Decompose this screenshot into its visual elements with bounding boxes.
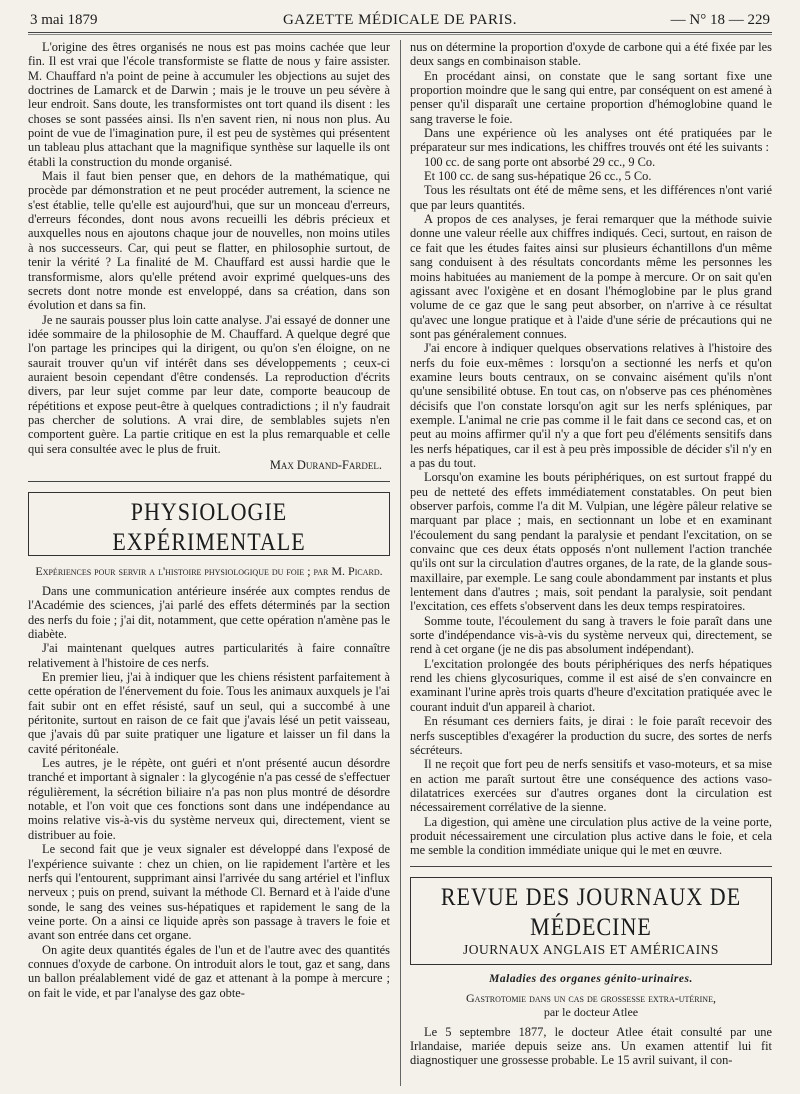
paragraph: En procédant ainsi, on constate que le sang sortant fixe une proportion moindre que le sang qui entre, par conséquent on est amené à penser qu'il disparaît une certaine proportion d'hémoglobine quand le sang traverse le foie. <box>410 68 772 126</box>
article-title: Expériences pour servir a l'histoire physiologique du foie ; par M. Picard. <box>35 563 383 578</box>
section-box-revue <box>410 877 772 965</box>
page-header <box>30 6 770 32</box>
issue-date: 3 mai 1879 <box>30 12 98 28</box>
paragraph: Dans une communication antérieure insérée aux comptes rendus de l'Académie des sciences, j'ai parlé des effets déterminés par la section des nerfs du foie ; j'ai dit, notamment, que cette opération n'amène pas le diabète. <box>28 583 390 641</box>
right-column <box>410 40 772 1088</box>
section-subheading: JOURNAUX ANGLAIS ET AMÉRICAINS <box>463 941 719 957</box>
author-signature: Max Durand-Fardel. <box>269 457 382 472</box>
result-line: 100 cc. de sang porte ont absorbé 29 cc., 9 Co. <box>424 154 656 169</box>
column-divider <box>400 40 401 1086</box>
subsection-title: Maladies des organes génito-urinaires. <box>489 972 693 985</box>
issue-number: — N° 18 — 229 <box>670 12 770 28</box>
journal-title: GAZETTE MÉDICALE DE PARIS. <box>282 12 518 28</box>
paragraph: L'origine des êtres organisés ne nous est pas moins cachée que leur fin. Il est vrai que l'école transformiste se flatte de nous y faire assister. M. Chauffard n'a point de peine à accumuler les objections au sujet des doctrines de Lamarck et de Darwin ; mais je le trouve un peu sévère à leur endroit. Sans doute, les transformistes ont tort quand ils disent : les choses se sont passées ainsi. Ils n'en savent rien, ni nous non plus. Au point de vue de l'imagination pure, il est peu de systèmes qui présentent un tableau plus attachant que la magnifique synthèse sur laquelle ils ont établi la construction du monde organisé. <box>28 40 390 169</box>
paragraph: Dans une expérience où les analyses ont été pratiquées par le préparateur sur mes indications, les chiffres trouvés ont été les suivants : <box>410 126 772 155</box>
article-title: Gastrotomie dans un cas de grossesse extra-utérine, <box>466 990 716 1005</box>
header-rule <box>28 32 772 33</box>
paragraph: A propos de ces analyses, je ferai remarquer que la méthode suivie donne une valeur réelle aux chiffres indiqués. Ceci, surtout, en raison de ce fait que les études faites ainsi sur plusieurs échantillons d'un même sang conduisent à des résultats concordants même les personnes les moins habituées au maniement de la pompe à mercure. Or on sait qu'en agissant avec l'oxigène et en dosant l'hémoglobine par le plus grand volume de ce gaz que le sang peut absorber, on n'arrive à ce résultat qu'avec une longue pratique et à l'aide d'une série de précautions qui ne sont pas généralement connues. <box>410 212 772 341</box>
paragraph: Somme toute, l'écoulement du sang à travers le foie paraît dans une sorte d'indépendance vis-à-vis du système nerveux qui, directement, se rend à cet organe (je ne dis pas absolument indépendant). <box>410 613 772 657</box>
section-rule <box>28 481 390 482</box>
section-rule <box>410 866 772 867</box>
paragraph: nus on détermine la proportion d'oxyde de carbone qui a été fixée par les deux sangs en combinaison stable. <box>410 40 772 69</box>
paragraph: Le second fait que je veux signaler est développé dans l'exposé de l'expérience suivante : chez un chien, on lie rapidement l'artère et les nerfs qui l'entourent, supprimant ainsi l'arrivée du sang artériel et l'influx nerveux ; puis on prend, suivant la méthode Cl. Bernard et à l'aide d'une sonde, le sang des veines sus-hépatiques et rapidement le sang de la veine porte. On a ainsi ce liquide après son passage à travers le foie et avant son entrée dans cet organe. <box>28 842 390 943</box>
paragraph: J'ai encore à indiquer quelques observations relatives à l'histoire des nerfs du foie eux-mêmes : lorsqu'on a sectionné les nerfs et qu'on examine leurs bouts centraux, on se convainc aisément qu'ils n'ont qu'une sensibilité obtuse. En tout cas, on n'observe pas ces phénomènes décisifs que l'on constate lorsqu'on agit sur les nerfs spléniques, par exemple. L'animal ne crie pas comme il le fait dans ce second cas, et on peut au moins affirmer qu'il n'y a que fort peu d'éléments sensitifs dans les nerfs hépatiques, car il est à peu près impossible de décider s'il n'y en a pas du tout. <box>410 341 772 470</box>
paragraph: Mais il faut bien penser que, en dehors de la mathématique, qui procède par démonstration et ne peut procéder autrement, la science ne s'est établie, telle qu'elle est aujourd'hui, que sur un monceau d'erreurs, d'erreurs fécondes, dont nous avons recueilli les débris précieux et auxquelles nous en ajoutons chaque jour de nouvelles, non moins utiles à nos successeurs. Car, qui peut se flatter, en philosophie surtout, de tenir la vérité ? La finalité de M. Chauffard est aussi hardie que le transformisme, alors qu'elle prétend avoir exprimé quelques-uns des secrets dont notre monde est enveloppé, dans sa création, dans son évolution et dans sa fin. <box>28 169 390 313</box>
section-heading: PHYSIOLOGIE EXPÉRIMENTALE <box>112 497 306 556</box>
section-heading: REVUE DES JOURNAUX DE MÉDECINE <box>440 881 742 941</box>
paragraph: L'excitation prolongée des bouts périphériques des nerfs hépatiques rend les chiens glycosuriques, comme il est aisé de s'en convaincre en examinant l'urine après trois quarts d'heure d'excitation pratiquée avec le courant induit d'un appareil à chariot. <box>410 656 772 714</box>
article-author: par le docteur Atlee <box>543 1004 639 1019</box>
paragraph: Les autres, je le répète, ont guéri et n'ont présenté aucun désordre tranché et important à signaler : la glycogénie n'a pas cessé de s'effectuer régulièrement, la sécrétion biliaire n'a pas non plus montré de désordre notable, et l'on voit que ces fonctions sont dans une indépendance au moins relative vis-à-vis du système nerveux qui, directement, vient se distribuer au foie. <box>28 756 390 842</box>
paragraph: Tous les résultats ont été de même sens, et les différences n'ont varié que par leurs quantités. <box>410 183 772 212</box>
paragraph: En résumant ces derniers faits, je dirai : le foie paraît recevoir des nerfs susceptibles d'exagérer la production du sucre, des sortes de nerfs sécréteurs. <box>410 714 772 757</box>
paragraph: J'ai maintenant quelques autres particularités à faire connaître relativement à l'histoire de ces nerfs. <box>28 641 390 670</box>
paragraph: Le 5 septembre 1877, le docteur Atlee était consulté par une Irlandaise, mariée depuis seize ans. Un examen attentif lui fit diagnostiquer une grossesse probable. Le 15 avril suivant, il con- <box>410 1024 772 1068</box>
paragraph: On agite deux quantités égales de l'un et de l'autre avec des quantités connues d'oxyde de carbone. On introduit alors le tout, gaz et sang, dans un ballon préalablement vidé de gaz et attenant à la pompe à mercure ; on fait le vide, et par l'analyse des gaz obte- <box>28 942 390 1000</box>
paragraph: La digestion, qui amène une circulation plus active de la veine porte, produit nécessairement une circulation plus active dans le foie, et cela me semble la condition immédiate unique qui le met en œuvre. <box>410 814 772 858</box>
paragraph: Je ne saurais pousser plus loin catte analyse. J'ai essayé de donner une idée sommaire de la philosophie de M. Chauffard. A quelque degré que l'on partage les principes qui la dirigent, ou qu'on s'en éloigne, on ne saurait trouver qu'un vif intérêt dans ses développements ; ceux-ci auraient besoin cependant d'être condensés. La reproduction d'écrits divers, par leur sujet comme par leur date, comporte beaucoup de répétitions et expose peut-être à quelques contradictions ; il n'y faudrait pas chercher de solutions. A vrai dire, de semblables sujets n'en comportent guère. La partie critique en est la plus remarquable et celle qui sera consultée avec le plus de fruit. <box>28 312 390 456</box>
paragraph: Lorsqu'on examine les bouts périphériques, on est surtout frappé du peu de netteté des effets immédiatement constatables. On peut bien observer parfois, comme l'a dit M. Vulpian, une légère pâleur relative se marquant par place ; mais, en sectionnant un lobe et en examinant l'écoulement du sang pendant la paralysie et pendant l'excitation, on se convainc que ces deux états opposés n'ont nullement l'action tranchée qu'ils ont sur la circulation d'autres organes, de la rate, de la glande sous-maxillaire, par exemple. Le sang coule abondamment par instants et plus lentement dans d'autres ; mais, soit pendant la paralysie, soit pendant l'excitation, ces effets s'observent dans les deux temps respiratoires. <box>410 470 772 614</box>
section-box-physiologie <box>28 492 390 556</box>
paragraph: En premier lieu, j'ai à indiquer que les chiens résistent parfaitement à cette opération de l'énervement du foie. Tous les animaux auxquels je l'ai fait subir ont en effet résisté, sauf un seul, qui a succombé à une péritonite, surtout en raison de ce fait que j'avais lésé un petit vaisseau, que j'avais dû par suite pratiquer une ligature et laisser un fil dans la cavité péritonéale. <box>28 670 390 756</box>
result-line: Et 100 cc. de sang sus-hépatique 26 cc., 5 Co. <box>424 169 652 184</box>
paragraph: Il ne reçoit que fort peu de nerfs sensitifs et vaso-moteurs, et sa mise en action me paraît surtout être une conséquence des actions vaso-dilatatrices exercées sur d'autres organes dont la circulation est nécessairement corrélative de la sienne. <box>410 757 772 815</box>
header-rule-thin <box>28 34 772 35</box>
left-column <box>28 40 390 1088</box>
